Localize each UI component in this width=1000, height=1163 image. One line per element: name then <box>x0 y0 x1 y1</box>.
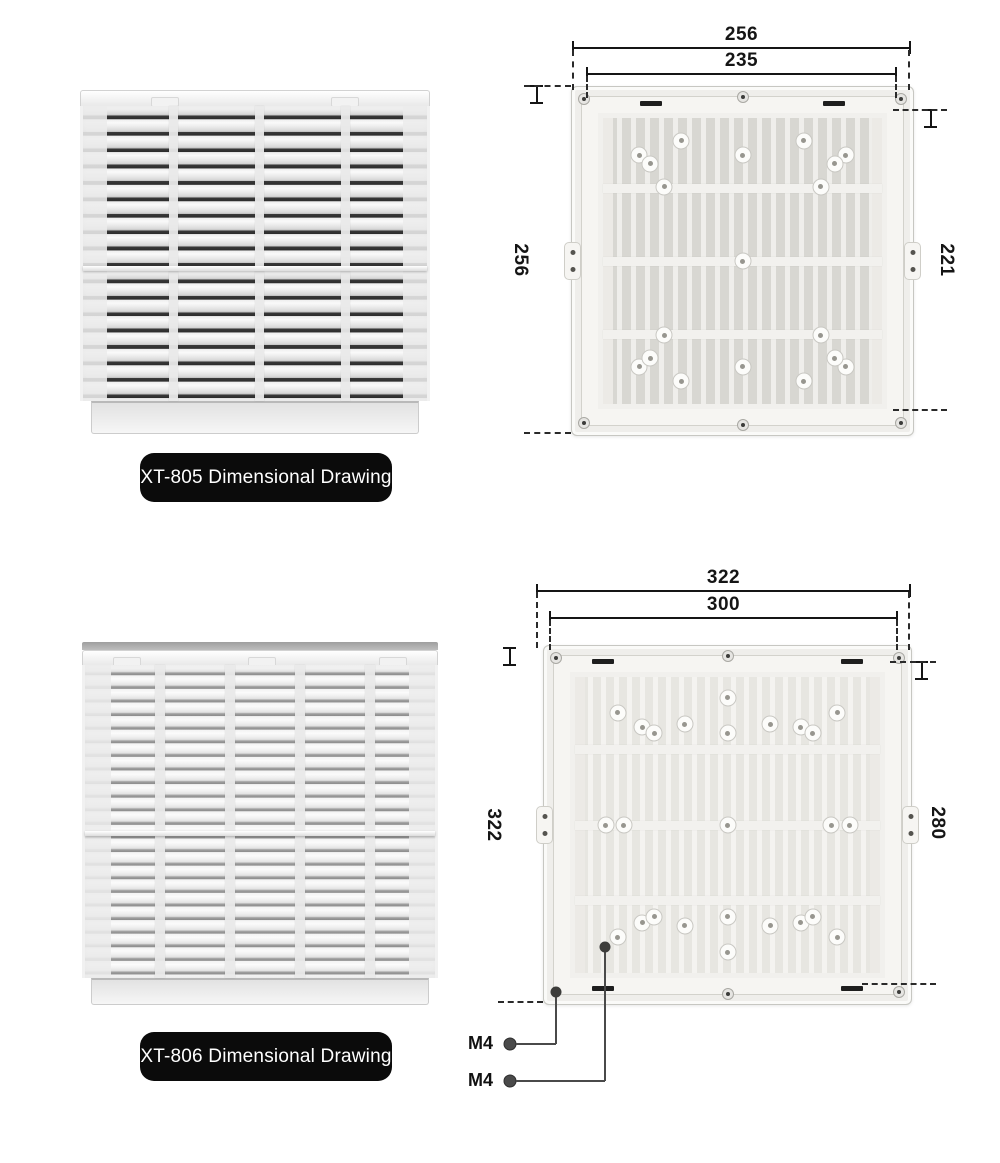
dimension-line <box>573 47 910 49</box>
retaining-clip <box>640 101 662 106</box>
dim-mount-spacing-806 <box>921 662 948 984</box>
screw-boss <box>795 373 812 390</box>
dim-value: 256 <box>510 243 531 277</box>
edge-screw <box>737 91 749 103</box>
mounting-tab-left <box>536 806 553 844</box>
screw-boss <box>719 725 736 742</box>
screw-boss <box>829 929 846 946</box>
screw-boss <box>812 327 829 344</box>
screw-boss <box>812 178 829 195</box>
m4-hole-marker-1 <box>551 987 562 998</box>
louver-seam <box>85 831 435 836</box>
rear-inner-frame <box>581 96 904 426</box>
screw-boss <box>642 350 659 367</box>
dimension-line <box>536 86 538 103</box>
grid-crossbar <box>575 745 880 754</box>
xt806-model-label <box>140 1032 392 1081</box>
louver-divider <box>225 665 235 978</box>
dim-outer-width-805 <box>573 25 910 49</box>
grid-crossbar <box>603 184 882 193</box>
screw-boss <box>826 155 843 172</box>
screw-boss <box>609 929 626 946</box>
dimension-line <box>509 648 511 665</box>
screw-boss <box>642 155 659 172</box>
louver-divider <box>295 665 305 978</box>
louver-divider <box>341 106 350 401</box>
screw-boss <box>734 253 751 270</box>
xt805-model-label <box>140 453 392 502</box>
corner-screw <box>893 986 905 998</box>
screw-boss <box>615 817 632 834</box>
label-text: XT-805 Dimensional Drawing <box>140 466 392 488</box>
louver-side-margin <box>409 665 435 978</box>
screw-boss <box>646 725 663 742</box>
louver-slats <box>82 665 438 978</box>
screw-boss <box>762 917 779 934</box>
extension-line <box>586 76 588 98</box>
retaining-clip <box>841 986 863 991</box>
extension-line <box>895 76 897 98</box>
edge-screw <box>722 988 734 1000</box>
filter-grid <box>598 113 887 409</box>
extension-line <box>862 983 936 985</box>
xt806-rear-view-drawing <box>543 645 912 1005</box>
dim-value: 300 <box>706 594 741 615</box>
dim-mount-spacing-805 <box>930 110 957 410</box>
dimension-line <box>921 662 923 679</box>
leader-line <box>555 993 557 1044</box>
screw-boss <box>673 132 690 149</box>
louver-base <box>91 401 419 434</box>
extension-line <box>893 109 947 111</box>
louver-top-cap <box>82 650 438 665</box>
screw-boss <box>673 373 690 390</box>
m4-callout-label-1: M4 <box>468 1033 494 1053</box>
extension-line <box>890 661 936 663</box>
louver-side-margin <box>83 106 107 401</box>
xt805-front-view-photo <box>80 90 430 434</box>
extension-line <box>524 85 571 87</box>
screw-boss <box>597 817 614 834</box>
m4-callout-dot-1 <box>504 1038 517 1051</box>
screw-boss <box>719 908 736 925</box>
m4-callout-dot-2 <box>504 1075 517 1088</box>
edge-screw <box>722 650 734 662</box>
mounting-tab-right <box>904 242 921 280</box>
screw-boss <box>609 704 626 721</box>
screw-boss <box>804 908 821 925</box>
mounting-tab-right <box>902 806 919 844</box>
retaining-clip <box>823 101 845 106</box>
dim-inner-width-805 <box>587 51 896 75</box>
retaining-clip <box>592 659 614 664</box>
louver-side-margin <box>403 106 427 401</box>
screw-boss <box>829 704 846 721</box>
extension-line <box>524 432 571 434</box>
corner-screw <box>895 417 907 429</box>
corner-screw <box>578 93 590 105</box>
screw-boss <box>804 725 821 742</box>
grid-crossbar <box>603 330 882 339</box>
screw-boss <box>762 716 779 733</box>
screw-boss <box>646 908 663 925</box>
louver-side-margin <box>85 665 111 978</box>
extension-line <box>572 50 574 90</box>
screw-boss <box>734 358 751 375</box>
louver-seam <box>83 266 427 271</box>
screw-boss <box>719 944 736 961</box>
dim-value: 221 <box>936 243 957 277</box>
edge-screw <box>737 419 749 431</box>
leader-line <box>516 1043 556 1045</box>
dimension-line <box>930 110 932 127</box>
screw-boss <box>656 178 673 195</box>
dim-value: 235 <box>724 50 759 71</box>
extension-line <box>549 620 551 650</box>
louver-slats <box>80 106 430 401</box>
corner-screw <box>550 652 562 664</box>
xt805-rear-view-drawing <box>571 86 914 436</box>
dimension-line <box>587 73 896 75</box>
leader-line <box>516 1080 605 1082</box>
louver-divider <box>365 665 375 978</box>
extension-line <box>498 1001 543 1003</box>
extension-line <box>896 620 898 650</box>
leader-line <box>604 947 606 1081</box>
louver-divider <box>255 106 264 401</box>
xt806-front-view-photo <box>82 642 438 1005</box>
mounting-tab-left <box>564 242 581 280</box>
extension-line <box>536 592 538 648</box>
dim-outer-width-806 <box>537 568 910 592</box>
dim-value: 322 <box>706 567 741 588</box>
louver-divider <box>169 106 178 401</box>
grid-crossbar <box>575 896 880 905</box>
screw-boss <box>734 147 751 164</box>
dimension-line <box>537 590 910 592</box>
dim-value: 256 <box>724 24 759 45</box>
dim-value: 322 <box>483 808 504 842</box>
screw-boss <box>719 689 736 706</box>
screw-boss <box>823 817 840 834</box>
louver-top-cap <box>80 90 430 106</box>
corner-screw <box>578 417 590 429</box>
dim-inner-width-806 <box>550 595 897 619</box>
louver-base <box>91 978 429 1005</box>
m4-callout-label-2: M4 <box>468 1070 494 1090</box>
louver-divider <box>155 665 165 978</box>
extension-line <box>908 50 910 90</box>
screw-boss <box>826 350 843 367</box>
filter-grid <box>570 672 885 978</box>
screw-boss <box>841 817 858 834</box>
louver-top-strip <box>82 642 438 650</box>
screw-boss <box>676 917 693 934</box>
label-text: XT-806 Dimensional Drawing <box>140 1045 392 1067</box>
extension-line <box>908 592 910 650</box>
m4-hole-marker-2 <box>600 942 611 953</box>
dim-value: 280 <box>927 806 948 840</box>
screw-boss <box>676 716 693 733</box>
extension-line <box>893 409 947 411</box>
dim-outer-height-806 <box>483 648 511 1002</box>
screw-boss <box>719 817 736 834</box>
dim-outer-height-805 <box>510 86 538 434</box>
retaining-clip <box>841 659 863 664</box>
screw-boss <box>656 327 673 344</box>
screw-boss <box>795 132 812 149</box>
dimension-line <box>550 617 897 619</box>
